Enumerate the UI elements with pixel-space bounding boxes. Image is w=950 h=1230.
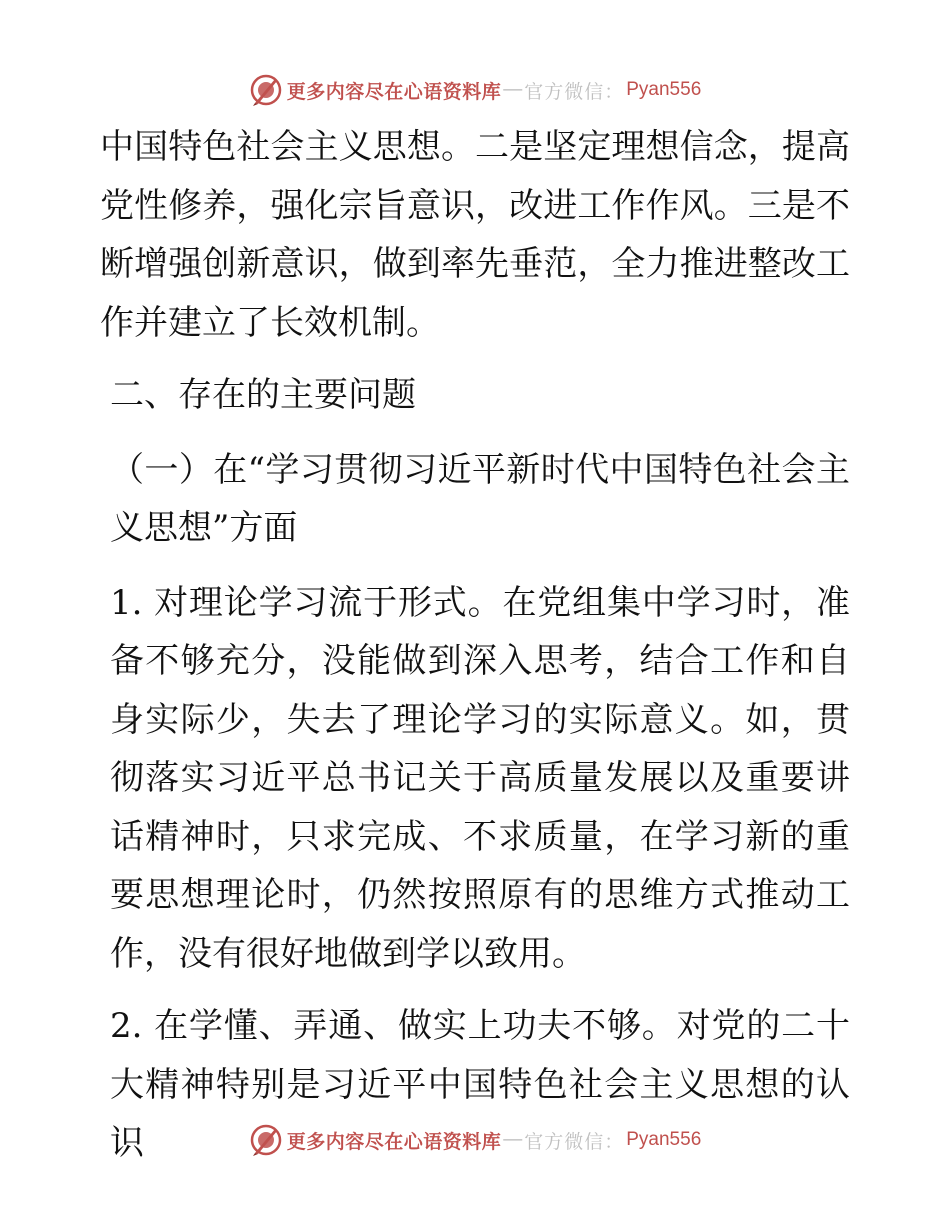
footer-watermark: [0, 1122, 950, 1158]
section-heading: 二、存在的主要问题: [110, 375, 416, 415]
watermark-dash: —: [503, 79, 523, 100]
watermark-account: Pyan556: [626, 1129, 702, 1150]
watermark-brand: 更多内容尽在心语资料库: [286, 80, 502, 103]
paragraph-item-1: 1. 对理论学习流于形式。在党组集中学习时，准备不够充分，没能做到深入思考，结合工作和自身实际少，失去了理论学习的实际意义。如，贯彻落实习近平总书记关于高质量发展以及重要讲话精神时，只求完成、不求质量，在学习新的重要思想理论时，仍然按照原有的思维方式推动工作，没有很好地做到学以致用。: [110, 582, 850, 974]
paragraph-item-2: 2. 在学懂、弄通、做实上功夫不够。对党的二十大精神特别是习近平中国特色社会主义思想的认识: [110, 1006, 850, 1163]
header-watermark: [0, 72, 950, 108]
watermark-label: 官方微信：: [524, 80, 625, 103]
paragraph-continuation: 中国特色社会主义思想。二是坚定理想信念，提高党性修养，强化宗旨意识，改进工作作风。三是不断增强创新意识，做到率先垂范，全力推进整改工作并建立了长效机制。: [100, 127, 850, 343]
document-body: [100, 118, 850, 1187]
watermark-label: 官方微信：: [524, 1130, 625, 1153]
watermark-dash: —: [503, 1129, 523, 1150]
watermark-account: Pyan556: [626, 79, 702, 100]
watermark-brand: 更多内容尽在心语资料库: [286, 1130, 502, 1153]
quill-pen-logo-icon: [249, 1123, 283, 1157]
quill-pen-logo-icon: [249, 73, 283, 107]
subsection-heading: （一）在“学习贯彻习近平新时代中国特色社会主义思想”方面: [110, 449, 850, 548]
